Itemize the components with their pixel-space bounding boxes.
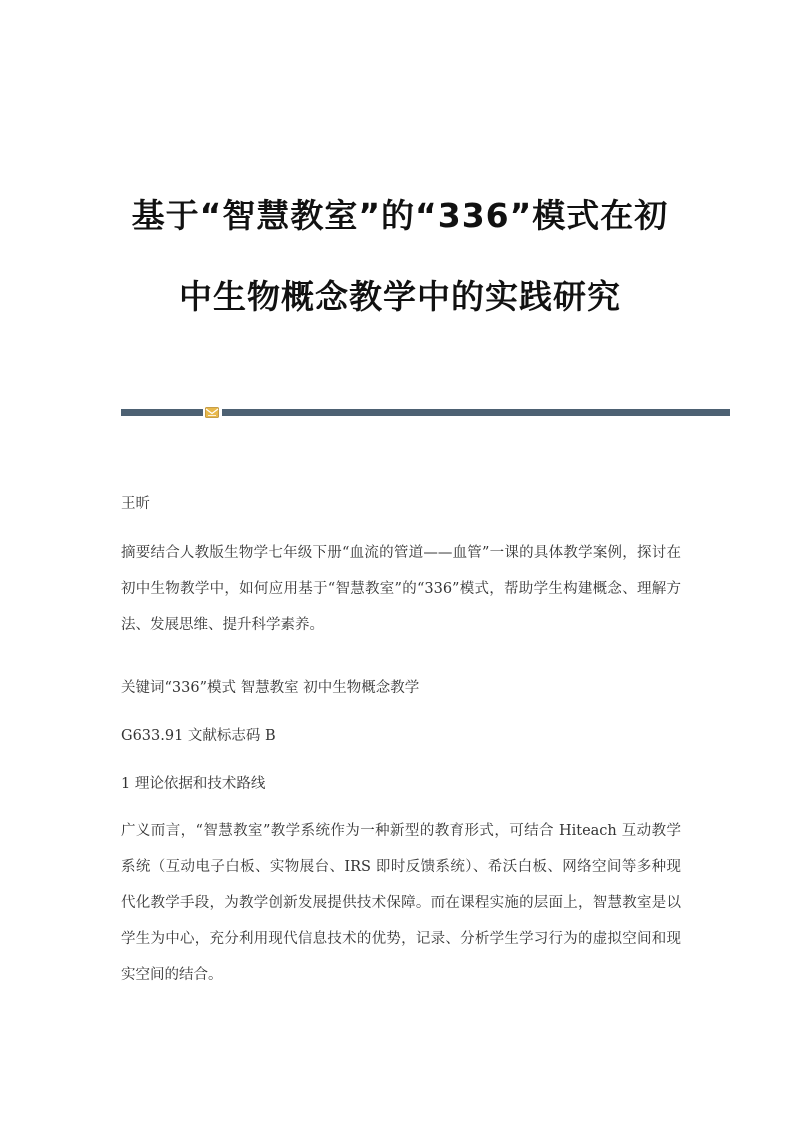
title-divider-right	[222, 409, 730, 416]
author-name: 王昕	[121, 496, 150, 512]
document-title-line-1: 基于“智慧教室”的“336”模式在初	[131, 196, 669, 235]
title-divider-left	[121, 409, 203, 416]
section-heading: 1 理论依据和技术路线	[121, 776, 266, 792]
envelope-icon	[205, 407, 219, 418]
classification-line: G633.91 文献标志码 B	[121, 728, 276, 744]
body-paragraph: 广义而言，“智慧教室”教学系统作为一种新型的教育形式，可结合 Hiteach 互动教学系统（互动电子白板、实物展台、IRS 即时反馈系统）、希沃白板、网络空间等多种现代化教学手段，为教学创新发展提供技术保障。而在课程实施的层面上，智慧教室是以学生为中心，充分利用现代信息技术的优势，记录、分析学生学习行为的虚拟空间和现实空间的结合。	[121, 823, 681, 983]
abstract-paragraph: 摘要结合人教版生物学七年级下册“血流的管道——血管”一课的具体教学案例，探讨在初中生物教学中，如何应用基于“智慧教室”的“336”模式，帮助学生构建概念、理解方法、发展思维、提升科学素养。	[121, 545, 681, 633]
keywords-line: 关键词“336”模式 智慧教室 初中生物概念教学	[121, 680, 420, 696]
document-title-line-2: 中生物概念教学中的实践研究	[179, 277, 621, 316]
